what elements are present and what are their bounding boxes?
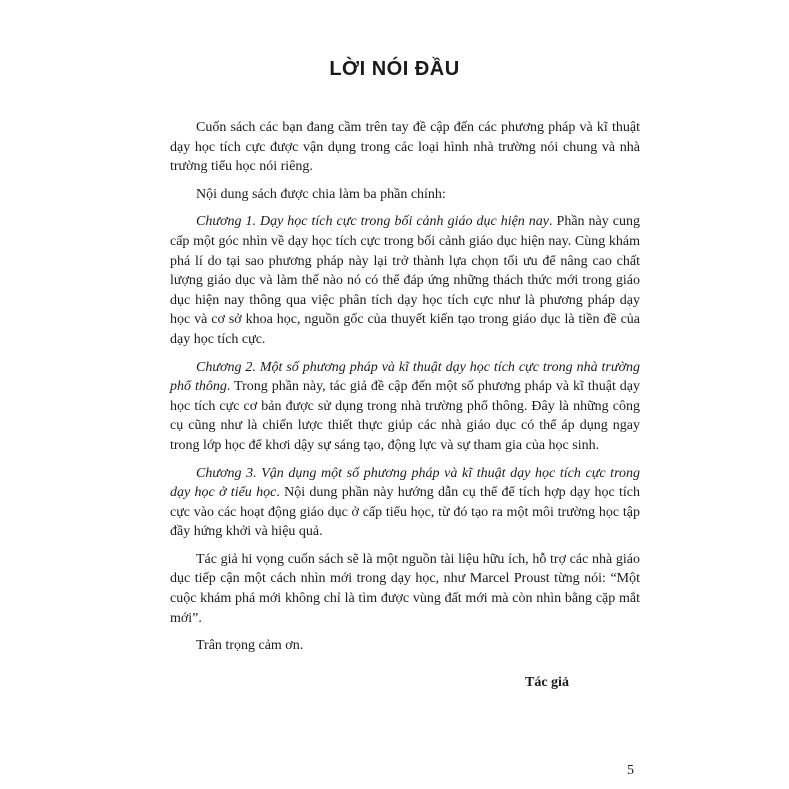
author-signature: Tác giả — [525, 675, 569, 690]
paragraph-chapter-3 — [170, 464, 640, 542]
paragraph-hope: Tác giả hi vọng cuốn sách sẽ là một nguồn tài liệu hữu ích, hỗ trợ các nhà giáo dục tiếp cận một cách nhìn mới trong dạy học, như Marcel Proust từng nói: “Một cuộc khám phá mới không chỉ là tìm được vùng đất mới mà còn nhìn bằng cặp mắt mới”. — [170, 551, 640, 626]
chapter-1-heading: Chương 1. Dạy học tích cực trong bối cảnh giáo dục hiện nay — [196, 214, 550, 230]
chapter-2-text: . Trong phần này, tác giả đề cập đến một số phương pháp và kĩ thuật dạy học tích cực cơ bản được sử dụng trong nhà trường phổ thông. Đây là những công cụ cũng như là chiến lược thiết thực giúp các nhà giáo dục có thể áp dụng ngay trong lớp học để khơi dậy sự sáng tạo, động lực và sự tham gia của học sinh. — [170, 379, 640, 453]
page-number: 5 — [627, 763, 634, 778]
chapter-2-heading: Chương 2. Một số phương pháp và kĩ thuật dạy học tích cực trong nhà trường phổ thông — [170, 359, 640, 395]
chapter-3-text: . Nội dung phần này hướng dẫn cụ thể để tích hợp dạy học tích cực vào các hoạt động giáo dục ở cấp tiểu học, từ đó tạo ra một môi trường học tập đầy hứng khởi và hiệu quả. — [170, 485, 640, 540]
paragraph-structure: Nội dung sách được chia làm ba phần chính: — [196, 186, 446, 202]
paragraph-chapter-2 — [170, 358, 640, 456]
paragraph-intro: Cuốn sách các bạn đang cầm trên tay đề cập đến các phương pháp và kĩ thuật dạy học tích cực được vận dụng trong các loại hình nhà trường nói chung và nhà trường tiểu học nói riêng. — [170, 120, 640, 175]
chapter-1-text: . Phần này cung cấp một góc nhìn về dạy học tích cực trong bối cảnh giáo dục hiện nay. Cùng khám phá lí do tại sao phương pháp này lại trở thành lựa chọn tối ưu để nâng cao chất lượng giáo dục và làm thế nào nó có thể đáp ứng những thách thức mới trong giáo dục hiện nay thông qua việc phân tích dạy học tích cực như là phương pháp dạy học và cơ sở khoa học, nguồn gốc của thuyết kiến tạo trong giáo dục là tiền đề của dạy học tích cực. — [170, 214, 640, 347]
paragraph-thanks: Trân trọng cảm ơn. — [196, 638, 304, 654]
chapter-3-heading: Chương 3. Vận dụng một số phương pháp và kĩ thuật dạy học tích cực trong dạy học ở tiểu học — [170, 465, 640, 501]
preface-body — [170, 118, 640, 664]
paragraph-chapter-1 — [170, 212, 640, 349]
page-title: LỜI NÓI ĐẦU — [329, 58, 460, 80]
